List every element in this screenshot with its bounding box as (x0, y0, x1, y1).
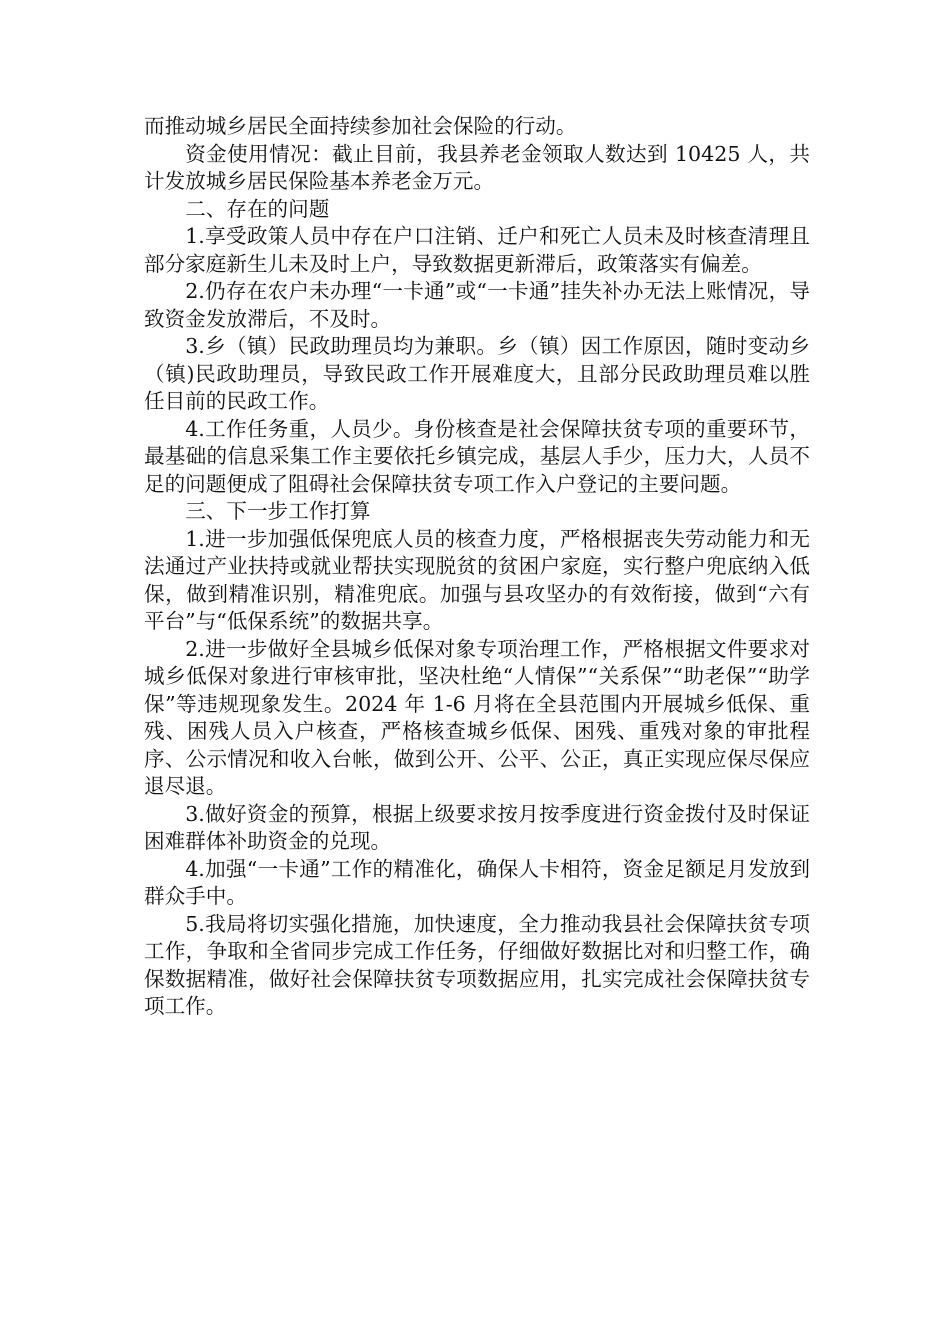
paragraph-problem-1: 1.享受政策人员中存在户口注销、迁户和死亡人员未及时核查清理且部分家庭新生儿未及时上户，导致数据更新滞后，政策落实有偏差。 (144, 224, 810, 276)
paragraph-plan-4: 4.加强“一卡通”工作的精准化，确保人卡相符，资金足额足月发放到群众手中。 (144, 856, 810, 908)
paragraph-plan-1: 1.进一步加强低保兜底人员的核查力度，严格根据丧失劳动能力和无法通过产业扶持或就业帮扶实现脱贫的贫困户家庭，实行整户兜底纳入低保，做到精准识别，精准兜底。加强与县攻坚办的有效衔接，做到“六有平台”与“低保系统”的数据共享。 (144, 526, 810, 633)
paragraph-plan-3: 3.做好资金的预算，根据上级要求按月按季度进行资金拨付及时保证困难群体补助资金的兑现。 (144, 801, 810, 853)
section-heading-problems: 二、存在的问题 (185, 196, 330, 221)
paragraph-plan-5: 5.我局将切实强化措施，加快速度，全力推动我县社会保障扶贫专项工作，争取和全省同步完成工作任务，仔细做好数据比对和归整工作，确保数据精准，做好社会保障扶贫专项数据应用，扎实完成社会保障扶贫专项工作。 (144, 911, 810, 1018)
paragraph-problem-3: 3.乡（镇）民政助理员均为兼职。乡（镇）因工作原因，随时变动乡（镇)民政助理员，导致民政工作开展难度大，且部分民政助理员难以胜任目前的民政工作。 (144, 334, 810, 413)
document-body (144, 113, 810, 1021)
paragraph-problem-4: 4.工作任务重，人员少。身份核查是社会保障扶贫专项的重要环节，最基础的信息采集工作主要依托乡镇完成，基层人手少，压力大，人员不足的问题便成了阻碍社会保障扶贫专项工作入户登记的主要问题。 (144, 416, 810, 496)
section-heading-next-steps: 三、下一步工作打算 (185, 499, 371, 523)
paragraph-funds-usage: 资金使用情况：截止目前，我县养老金领取人数达到 10425 人，共计发放城乡居民保险基本养老金万元。 (144, 141, 810, 193)
paragraph-plan-2: 2.进一步做好全县城乡低保对象专项治理工作，严格根据文件要求对城乡低保对象进行审核审批，坚决杜绝“人情保”“关系保”“助老保”“助学保”等违规现象发生。2024 年 1-6 月将在全县范围内开展城乡低保、重残、困残人员入户核查，严格核查城乡低保、困残、重残对象的审批程序、公示情况和收入台帐，做到公开、公平、公正，真正实现应保尽保应退尽退。 (144, 636, 810, 798)
paragraph-continuation: 而推动城乡居民全面持续参加社会保险的行动。 (144, 114, 577, 138)
paragraph-problem-2: 2.仍存在农户未办理“一卡通”或“一卡通”挂失补办无法上账情况，导致资金发放滞后，不及时。 (144, 279, 810, 331)
